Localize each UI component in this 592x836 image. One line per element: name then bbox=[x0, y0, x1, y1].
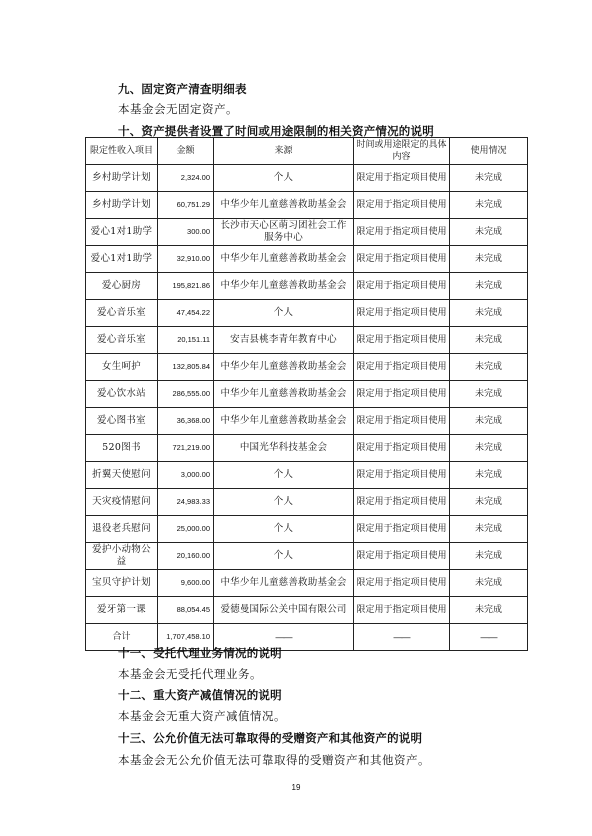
cell-source: 长沙市天心区萌习团社会工作服务中心 bbox=[214, 219, 354, 246]
cell-source: 爱德曼国际公关中国有限公司 bbox=[214, 597, 354, 624]
table-row bbox=[86, 408, 528, 435]
cell-amount: 20,151.11 bbox=[158, 327, 214, 354]
cell-item: 爱心1对1助学 bbox=[86, 219, 158, 246]
cell-source: 中国光华科技基金会 bbox=[214, 435, 354, 462]
table-row bbox=[86, 192, 528, 219]
cell-source: 中华少年儿童慈善救助基金会 bbox=[214, 246, 354, 273]
cell-item: 宝贝守护计划 bbox=[86, 570, 158, 597]
cell-item: 爱心图书室 bbox=[86, 408, 158, 435]
cell-limit: 限定用于指定项目使用 bbox=[354, 570, 450, 597]
table-row bbox=[86, 219, 528, 246]
cell-source: 个人 bbox=[214, 462, 354, 489]
cell-amount: 2,324.00 bbox=[158, 165, 214, 192]
section-13-heading: 十三、公允价值无法可靠取得的受赠资产和其他资产的说明 bbox=[118, 731, 423, 745]
cell-amount: 9,600.00 bbox=[158, 570, 214, 597]
cell-item: 女生呵护 bbox=[86, 354, 158, 381]
cell-status: 未完成 bbox=[450, 192, 528, 219]
cell-limit: 限定用于指定项目使用 bbox=[354, 300, 450, 327]
cell-source: 中华少年儿童慈善救助基金会 bbox=[214, 408, 354, 435]
cell-limit: 限定用于指定项目使用 bbox=[354, 327, 450, 354]
cell-limit: 限定用于指定项目使用 bbox=[354, 273, 450, 300]
cell-item: 爱牙第一课 bbox=[86, 597, 158, 624]
table-row bbox=[86, 165, 528, 192]
cell-amount: 25,000.00 bbox=[158, 516, 214, 543]
table-row bbox=[86, 381, 528, 408]
cell-status: 未完成 bbox=[450, 408, 528, 435]
cell-limit: 限定用于指定项目使用 bbox=[354, 408, 450, 435]
header-source: 来源 bbox=[214, 138, 354, 165]
cell-status: 未完成 bbox=[450, 273, 528, 300]
table-header-row bbox=[86, 138, 528, 165]
cell-status: 未完成 bbox=[450, 246, 528, 273]
cell-amount: 88,054.45 bbox=[158, 597, 214, 624]
section-11-heading: 十一、受托代理业务情况的说明 bbox=[118, 646, 282, 660]
cell-status: 未完成 bbox=[450, 435, 528, 462]
page-number: 19 bbox=[291, 783, 301, 792]
cell-amount: 36,368.00 bbox=[158, 408, 214, 435]
section-13-text: 本基金会无公允价值无法可靠取得的受赠资产和其他资产。 bbox=[118, 753, 430, 767]
cell-status: 未完成 bbox=[450, 354, 528, 381]
cell-limit: 限定用于指定项目使用 bbox=[354, 462, 450, 489]
cell-limit: 限定用于指定项目使用 bbox=[354, 192, 450, 219]
cell-amount: 195,821.86 bbox=[158, 273, 214, 300]
total-source: —— bbox=[214, 624, 354, 651]
cell-limit: 限定用于指定项目使用 bbox=[354, 219, 450, 246]
cell-item: 520图书 bbox=[86, 435, 158, 462]
cell-item: 爱心1对1助学 bbox=[86, 246, 158, 273]
cell-limit: 限定用于指定项目使用 bbox=[354, 165, 450, 192]
cell-status: 未完成 bbox=[450, 516, 528, 543]
table-row bbox=[86, 246, 528, 273]
table-row bbox=[86, 489, 528, 516]
cell-amount: 300.00 bbox=[158, 219, 214, 246]
total-limit: —— bbox=[354, 624, 450, 651]
restricted-assets-table bbox=[85, 137, 528, 651]
cell-amount: 60,751.29 bbox=[158, 192, 214, 219]
cell-status: 未完成 bbox=[450, 219, 528, 246]
cell-status: 未完成 bbox=[450, 489, 528, 516]
cell-source: 个人 bbox=[214, 165, 354, 192]
cell-status: 未完成 bbox=[450, 462, 528, 489]
table-row bbox=[86, 354, 528, 381]
table-row bbox=[86, 327, 528, 354]
cell-status: 未完成 bbox=[450, 543, 528, 570]
table-row bbox=[86, 516, 528, 543]
section-12-text: 本基金会无重大资产减值情况。 bbox=[118, 709, 286, 723]
table-body bbox=[86, 165, 528, 651]
table-row bbox=[86, 570, 528, 597]
cell-item: 爱心音乐室 bbox=[86, 300, 158, 327]
header-limit: 时间或用途限定的具体内容 bbox=[354, 138, 450, 165]
total-status: —— bbox=[450, 624, 528, 651]
cell-amount: 3,000.00 bbox=[158, 462, 214, 489]
cell-source: 中华少年儿童慈善救助基金会 bbox=[214, 570, 354, 597]
section-9-text: 本基金会无固定资产。 bbox=[118, 102, 238, 116]
cell-item: 爱心饮水站 bbox=[86, 381, 158, 408]
cell-limit: 限定用于指定项目使用 bbox=[354, 381, 450, 408]
cell-item: 爱心厨房 bbox=[86, 273, 158, 300]
cell-item: 退役老兵慰问 bbox=[86, 516, 158, 543]
cell-limit: 限定用于指定项目使用 bbox=[354, 597, 450, 624]
cell-item: 爱心音乐室 bbox=[86, 327, 158, 354]
cell-amount: 721,219.00 bbox=[158, 435, 214, 462]
table-row bbox=[86, 597, 528, 624]
table-row bbox=[86, 543, 528, 570]
section-9-heading: 九、固定资产清查明细表 bbox=[118, 82, 247, 96]
cell-amount: 32,910.00 bbox=[158, 246, 214, 273]
cell-status: 未完成 bbox=[450, 381, 528, 408]
cell-source: 中华少年儿童慈善救助基金会 bbox=[214, 354, 354, 381]
cell-item: 爱护小动物公益 bbox=[86, 543, 158, 570]
cell-item: 天灾疫情慰问 bbox=[86, 489, 158, 516]
cell-status: 未完成 bbox=[450, 165, 528, 192]
cell-limit: 限定用于指定项目使用 bbox=[354, 435, 450, 462]
header-status: 使用情况 bbox=[450, 138, 528, 165]
cell-source: 个人 bbox=[214, 543, 354, 570]
header-item: 限定性收入项目 bbox=[86, 138, 158, 165]
cell-amount: 132,805.84 bbox=[158, 354, 214, 381]
cell-amount: 24,983.33 bbox=[158, 489, 214, 516]
cell-source: 安吉县桃李青年教育中心 bbox=[214, 327, 354, 354]
cell-source: 中华少年儿童慈善救助基金会 bbox=[214, 273, 354, 300]
section-11-text: 本基金会无受托代理业务。 bbox=[118, 667, 262, 681]
section-10-heading: 十、资产提供者设置了时间或用途限制的相关资产情况的说明 bbox=[118, 124, 434, 138]
cell-source: 中华少年儿童慈善救助基金会 bbox=[214, 192, 354, 219]
cell-source: 个人 bbox=[214, 489, 354, 516]
cell-source: 个人 bbox=[214, 300, 354, 327]
cell-limit: 限定用于指定项目使用 bbox=[354, 489, 450, 516]
total-amount: 1,707,458.10 bbox=[158, 624, 214, 651]
cell-limit: 限定用于指定项目使用 bbox=[354, 354, 450, 381]
cell-item: 折翼天使慰问 bbox=[86, 462, 158, 489]
cell-amount: 20,160.00 bbox=[158, 543, 214, 570]
section-12-heading: 十二、重大资产减值情况的说明 bbox=[118, 688, 282, 702]
table-row bbox=[86, 273, 528, 300]
table-row bbox=[86, 435, 528, 462]
cell-source: 个人 bbox=[214, 516, 354, 543]
cell-source: 中华少年儿童慈善救助基金会 bbox=[214, 381, 354, 408]
cell-status: 未完成 bbox=[450, 597, 528, 624]
cell-limit: 限定用于指定项目使用 bbox=[354, 246, 450, 273]
header-amount: 金额 bbox=[158, 138, 214, 165]
cell-limit: 限定用于指定项目使用 bbox=[354, 543, 450, 570]
cell-amount: 286,555.00 bbox=[158, 381, 214, 408]
cell-status: 未完成 bbox=[450, 300, 528, 327]
cell-limit: 限定用于指定项目使用 bbox=[354, 516, 450, 543]
total-label: 合计 bbox=[86, 624, 158, 651]
cell-amount: 47,454.22 bbox=[158, 300, 214, 327]
table-row bbox=[86, 300, 528, 327]
cell-status: 未完成 bbox=[450, 327, 528, 354]
cell-item: 乡村助学计划 bbox=[86, 192, 158, 219]
table-row bbox=[86, 462, 528, 489]
cell-status: 未完成 bbox=[450, 570, 528, 597]
cell-item: 乡村助学计划 bbox=[86, 165, 158, 192]
